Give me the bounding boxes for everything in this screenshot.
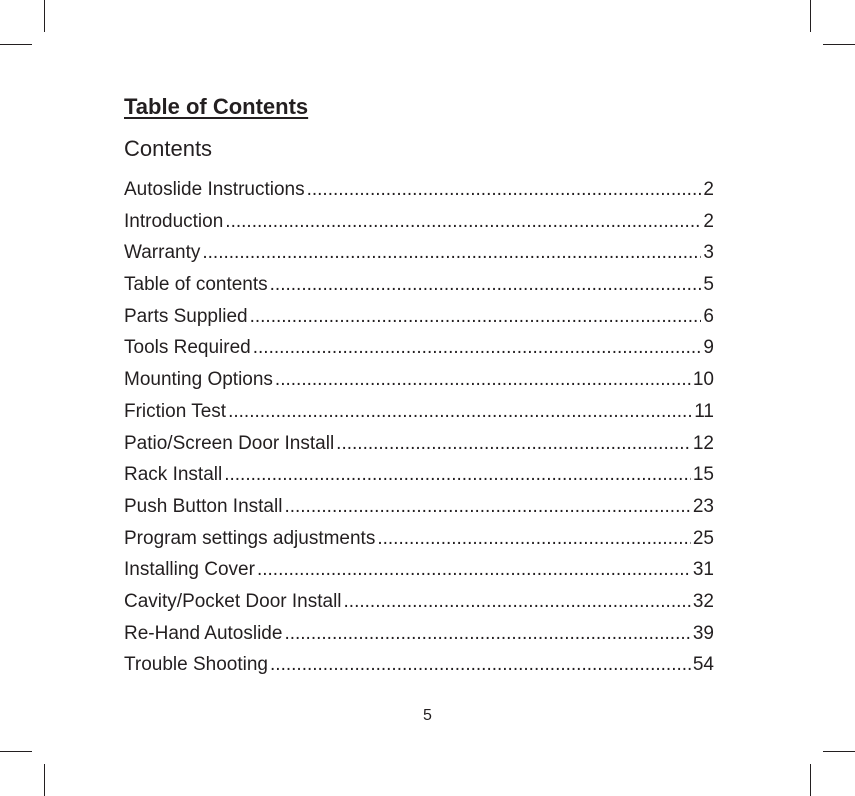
toc-entry[interactable] bbox=[124, 528, 714, 560]
toc-entry[interactable] bbox=[124, 496, 714, 528]
toc-entry[interactable] bbox=[124, 306, 714, 338]
dot-leader bbox=[275, 369, 691, 391]
toc-entry-page: 23 bbox=[692, 495, 714, 517]
dot-leader bbox=[377, 528, 691, 550]
dot-leader bbox=[228, 401, 692, 423]
page-number: 5 bbox=[423, 707, 432, 724]
toc-entry[interactable] bbox=[124, 337, 714, 369]
dot-leader bbox=[257, 559, 691, 581]
toc-entry-title: Mounting Options bbox=[124, 369, 273, 391]
table-of-contents bbox=[124, 179, 714, 686]
toc-entry-title: Trouble Shooting bbox=[124, 654, 269, 676]
toc-entry-page: 39 bbox=[692, 622, 714, 644]
toc-entry-page: 12 bbox=[692, 432, 714, 454]
toc-entry-title: Patio/Screen Door Install bbox=[124, 432, 335, 454]
toc-entry-page: 9 bbox=[703, 337, 714, 359]
toc-entry[interactable] bbox=[124, 623, 714, 655]
toc-entry-title: Friction Test bbox=[124, 400, 227, 422]
dot-leader bbox=[202, 242, 701, 264]
toc-entry-title: Tools Required bbox=[124, 337, 251, 359]
toc-entry-page: 32 bbox=[692, 590, 714, 612]
toc-entry-page: 54 bbox=[692, 654, 714, 676]
toc-entry-page: 25 bbox=[692, 527, 714, 549]
dot-leader bbox=[253, 337, 702, 359]
toc-entry-page: 11 bbox=[694, 400, 714, 422]
toc-entry[interactable] bbox=[124, 179, 714, 211]
toc-entry-page: 3 bbox=[703, 242, 714, 264]
toc-entry-title: Cavity/Pocket Door Install bbox=[124, 590, 342, 612]
dot-leader bbox=[307, 179, 702, 201]
dot-leader bbox=[224, 464, 691, 486]
toc-entry-title: Push Button Install bbox=[124, 495, 283, 517]
toc-entry-title: Autoslide Instructions bbox=[124, 179, 305, 200]
toc-entry-page: 15 bbox=[692, 464, 714, 486]
toc-entry-page: 31 bbox=[692, 559, 714, 581]
dot-leader bbox=[284, 496, 690, 518]
dot-leader bbox=[270, 654, 691, 676]
toc-entry[interactable] bbox=[124, 369, 714, 401]
dot-leader bbox=[284, 623, 690, 645]
toc-entry-title: Warranty bbox=[124, 242, 201, 264]
toc-entry[interactable] bbox=[124, 591, 714, 623]
toc-entry[interactable] bbox=[124, 559, 714, 591]
section-subheading: Contents bbox=[124, 136, 213, 161]
crop-mark-top-left-vertical bbox=[44, 0, 45, 32]
dot-leader bbox=[250, 306, 702, 328]
toc-entry[interactable] bbox=[124, 274, 714, 306]
crop-mark-bottom-left-horizontal bbox=[0, 751, 32, 752]
toc-entry-title: Introduction bbox=[124, 210, 224, 232]
toc-entry[interactable] bbox=[124, 211, 714, 243]
toc-entry[interactable] bbox=[124, 242, 714, 274]
toc-entry[interactable] bbox=[124, 464, 714, 496]
toc-entry-title: Parts Supplied bbox=[124, 305, 248, 327]
toc-entry-page: 6 bbox=[703, 305, 714, 327]
toc-entry[interactable] bbox=[124, 433, 714, 465]
page-title: Table of Contents bbox=[124, 94, 309, 119]
crop-mark-bottom-right-horizontal bbox=[823, 751, 855, 752]
dot-leader bbox=[344, 591, 691, 613]
toc-entry-page: 2 bbox=[703, 179, 714, 200]
toc-entry-page: 5 bbox=[703, 274, 714, 296]
toc-entry-title: Re-Hand Autoslide bbox=[124, 622, 283, 644]
toc-entry-page: 2 bbox=[703, 210, 714, 232]
toc-entry-page: 10 bbox=[692, 369, 714, 391]
crop-mark-bottom-right-vertical bbox=[810, 764, 811, 796]
toc-entry-title: Table of contents bbox=[124, 274, 268, 296]
dot-leader bbox=[270, 274, 702, 296]
toc-entry-title: Program settings adjustments bbox=[124, 527, 376, 549]
dot-leader bbox=[225, 211, 701, 233]
crop-mark-top-left-horizontal bbox=[0, 44, 32, 45]
toc-entry-title: Rack Install bbox=[124, 464, 223, 486]
dot-leader bbox=[336, 433, 691, 455]
crop-mark-top-right-vertical bbox=[810, 0, 811, 32]
crop-mark-bottom-left-vertical bbox=[44, 764, 45, 796]
toc-entry-title: Installing Cover bbox=[124, 559, 255, 581]
toc-entry[interactable] bbox=[124, 401, 714, 433]
crop-mark-top-right-horizontal bbox=[823, 44, 855, 45]
toc-entry[interactable] bbox=[124, 654, 714, 686]
